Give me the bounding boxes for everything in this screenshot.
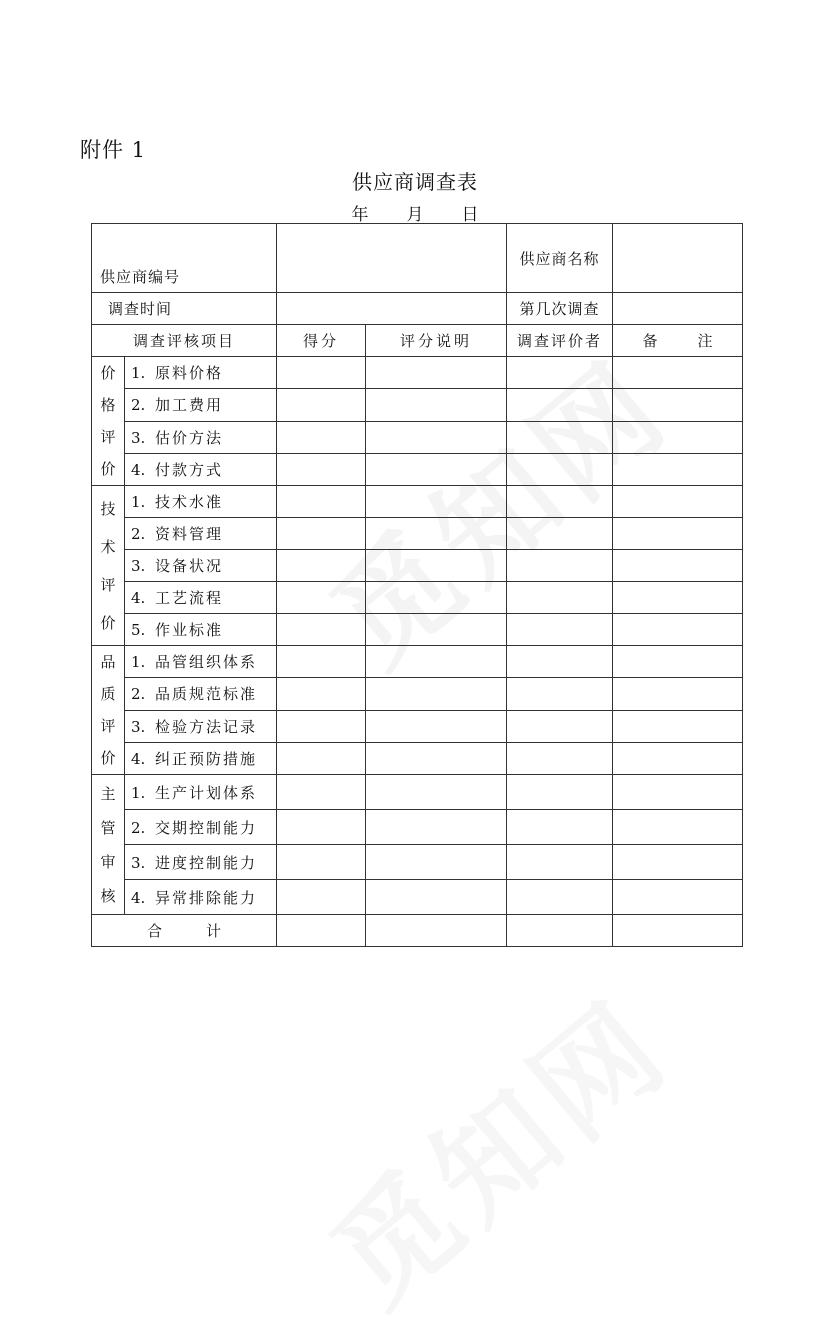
table-row [92, 614, 743, 646]
item-label: 2. 交期控制能力 [125, 810, 277, 845]
total-row [92, 915, 743, 947]
category-supervisor: 主 管 审 核 [92, 775, 125, 915]
evaluator-cell[interactable] [507, 357, 613, 389]
explanation-cell[interactable] [366, 486, 507, 518]
item-label: 1. 生产计划体系 [125, 775, 277, 810]
total-explanation-cell[interactable] [366, 915, 507, 947]
col-item-header: 调查评核项目 [92, 325, 277, 357]
explanation-cell[interactable] [366, 453, 507, 485]
evaluator-cell[interactable] [507, 389, 613, 421]
table-row [92, 550, 743, 582]
remark-cell[interactable] [613, 486, 743, 518]
evaluator-cell[interactable] [507, 742, 613, 774]
remark-cell[interactable] [613, 775, 743, 810]
item-label: 4. 工艺流程 [125, 582, 277, 614]
evaluator-cell[interactable] [507, 845, 613, 880]
score-cell[interactable] [277, 810, 366, 845]
explanation-cell[interactable] [366, 775, 507, 810]
explanation-cell[interactable] [366, 421, 507, 453]
table-row [92, 810, 743, 845]
remark-cell[interactable] [613, 518, 743, 550]
explanation-cell[interactable] [366, 742, 507, 774]
evaluator-cell[interactable] [507, 550, 613, 582]
remark-cell[interactable] [613, 742, 743, 774]
table-row [92, 646, 743, 678]
total-label: 合 计 [92, 915, 277, 947]
item-label: 4. 异常排除能力 [125, 880, 277, 915]
table-row [92, 421, 743, 453]
score-cell[interactable] [277, 646, 366, 678]
survey-round-field[interactable] [613, 293, 743, 325]
table-row [92, 742, 743, 774]
survey-time-field[interactable] [277, 293, 507, 325]
item-label: 5. 作业标准 [125, 614, 277, 646]
explanation-cell[interactable] [366, 646, 507, 678]
survey-time-label: 调查时间 [92, 293, 277, 325]
table-row [92, 357, 743, 389]
score-cell[interactable] [277, 518, 366, 550]
table-row [92, 486, 743, 518]
explanation-cell[interactable] [366, 614, 507, 646]
col-score-header: 得分 [277, 325, 366, 357]
table-row [92, 678, 743, 710]
explanation-cell[interactable] [366, 389, 507, 421]
info-row-2 [92, 293, 743, 325]
total-score-cell[interactable] [277, 915, 366, 947]
score-cell[interactable] [277, 389, 366, 421]
item-label: 3. 进度控制能力 [125, 845, 277, 880]
attachment-label: 附件 1 [80, 138, 147, 162]
score-cell[interactable] [277, 678, 366, 710]
supplier-no-field[interactable] [277, 224, 507, 293]
explanation-cell[interactable] [366, 582, 507, 614]
evaluator-cell[interactable] [507, 810, 613, 845]
date-line [0, 200, 830, 225]
column-header-row [92, 325, 743, 357]
item-label: 3. 检验方法记录 [125, 710, 277, 742]
score-cell[interactable] [277, 845, 366, 880]
score-cell[interactable] [277, 357, 366, 389]
table-row [92, 775, 743, 810]
date-day: 日 [461, 205, 479, 225]
evaluator-cell[interactable] [507, 710, 613, 742]
remark-cell[interactable] [613, 453, 743, 485]
table-row [92, 389, 743, 421]
remark-cell[interactable] [613, 582, 743, 614]
score-cell[interactable] [277, 421, 366, 453]
table-row [92, 453, 743, 485]
remark-cell[interactable] [613, 810, 743, 845]
remark-cell[interactable] [613, 678, 743, 710]
date-year: 年 [351, 205, 369, 225]
explanation-cell[interactable] [366, 810, 507, 845]
supplier-name-field[interactable] [613, 224, 743, 293]
col-remark-header [613, 325, 743, 357]
remark-cell[interactable] [613, 357, 743, 389]
explanation-cell[interactable] [366, 357, 507, 389]
remark-cell[interactable] [613, 880, 743, 915]
total-evaluator-cell[interactable] [507, 915, 613, 947]
item-label: 1. 原料价格 [125, 357, 277, 389]
remark-cell[interactable] [613, 845, 743, 880]
date-month: 月 [406, 205, 424, 225]
table-row [92, 710, 743, 742]
evaluator-cell[interactable] [507, 421, 613, 453]
info-row-1 [92, 224, 743, 293]
evaluator-cell[interactable] [507, 678, 613, 710]
item-label: 3. 估价方法 [125, 421, 277, 453]
score-cell[interactable] [277, 775, 366, 810]
item-label: 2. 加工费用 [125, 389, 277, 421]
remark-cell[interactable] [613, 389, 743, 421]
explanation-cell[interactable] [366, 518, 507, 550]
remark-cell[interactable] [613, 550, 743, 582]
score-cell[interactable] [277, 486, 366, 518]
category-technology: 技 术 评 价 [92, 486, 125, 646]
item-label: 1. 品管组织体系 [125, 646, 277, 678]
remark-cell[interactable] [613, 421, 743, 453]
category-quality: 品 质 评 价 [92, 646, 125, 775]
evaluator-cell[interactable] [507, 453, 613, 485]
score-cell[interactable] [277, 710, 366, 742]
score-cell[interactable] [277, 453, 366, 485]
evaluator-cell[interactable] [507, 646, 613, 678]
evaluator-cell[interactable] [507, 880, 613, 915]
col-explanation-header: 评分说明 [366, 325, 507, 357]
explanation-cell[interactable] [366, 845, 507, 880]
total-remark-cell[interactable] [613, 915, 743, 947]
survey-round-label: 第几次调查 [507, 293, 613, 325]
table-row [92, 582, 743, 614]
supplier-no-label: 供应商编号 [92, 224, 277, 293]
score-cell[interactable] [277, 880, 366, 915]
supplier-survey-table [91, 223, 743, 947]
remark-char-1: 备 [642, 332, 658, 350]
item-label: 2. 品质规范标准 [125, 678, 277, 710]
score-cell[interactable] [277, 582, 366, 614]
explanation-cell[interactable] [366, 710, 507, 742]
explanation-cell[interactable] [366, 880, 507, 915]
col-evaluator-header: 调查评价者 [507, 325, 613, 357]
evaluator-cell[interactable] [507, 486, 613, 518]
evaluator-cell[interactable] [507, 614, 613, 646]
score-cell[interactable] [277, 614, 366, 646]
supplier-name-label: 供应商名称 [507, 224, 613, 293]
watermark [290, 955, 699, 1337]
table-row [92, 845, 743, 880]
evaluator-cell[interactable] [507, 775, 613, 810]
category-price: 价 格 评 价 [92, 357, 125, 486]
remark-char-2: 注 [697, 332, 713, 350]
item-label: 4. 付款方式 [125, 453, 277, 485]
evaluator-cell[interactable] [507, 582, 613, 614]
table-row [92, 518, 743, 550]
remark-cell[interactable] [613, 710, 743, 742]
item-label: 1. 技术水准 [125, 486, 277, 518]
explanation-cell[interactable] [366, 678, 507, 710]
explanation-cell[interactable] [366, 550, 507, 582]
page-title: 供应商调查表 [352, 170, 478, 194]
item-label: 2. 资料管理 [125, 518, 277, 550]
remark-cell[interactable] [613, 646, 743, 678]
item-label: 3. 设备状况 [125, 550, 277, 582]
table-row [92, 880, 743, 915]
remark-cell[interactable] [613, 614, 743, 646]
item-label: 4. 纠正预防措施 [125, 742, 277, 774]
evaluator-cell[interactable] [507, 518, 613, 550]
score-cell[interactable] [277, 550, 366, 582]
score-cell[interactable] [277, 742, 366, 774]
